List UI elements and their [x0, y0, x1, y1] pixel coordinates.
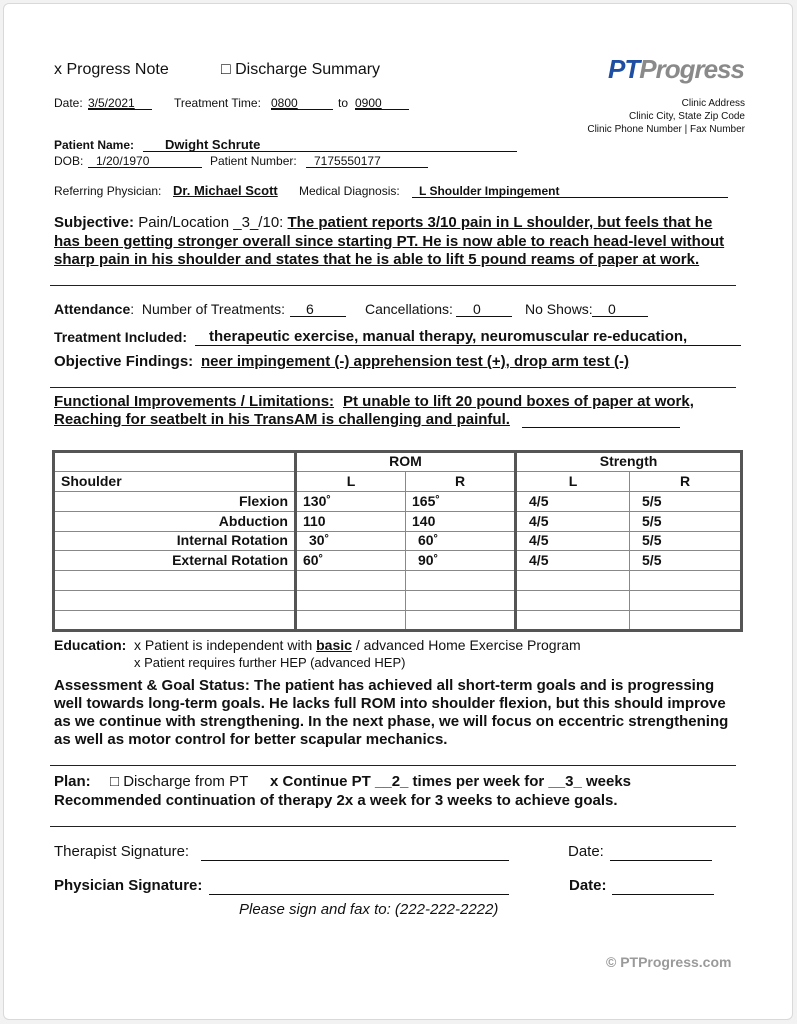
treatments-field[interactable]: 6 [306, 301, 314, 317]
medical-diagnosis-field[interactable]: L Shoulder Impingement [419, 184, 560, 198]
strength-l-cell[interactable]: 4/5 [516, 491, 630, 511]
copyright-footer: © PTProgress.com [606, 954, 732, 970]
rom-l-header: L [296, 471, 406, 491]
rom-r-header: R [406, 471, 516, 491]
therapist-signature-field[interactable] [201, 860, 509, 861]
therapist-date-field[interactable] [610, 860, 712, 861]
treatment-included-field[interactable]: therapeutic exercise, manual therapy, neuromuscular re-education, [209, 328, 688, 345]
progress-note-checkbox[interactable]: x Progress Note [54, 61, 169, 78]
rom-r-cell[interactable]: 90˚ [406, 551, 516, 571]
continue-pt: x Continue PT __2_ times per week for __3_ weeks [270, 773, 632, 790]
patient-number-field[interactable]: 7175550177 [314, 154, 381, 168]
strength-r-cell[interactable]: 5/5 [630, 551, 742, 571]
strength-r-header: R [630, 471, 742, 491]
date-field[interactable]: 3/5/2021 [88, 96, 135, 110]
treatments-label: Number of Treatments: [141, 301, 286, 317]
end-time-field[interactable]: 0900 [355, 96, 382, 110]
cancellations-label: Cancellations: [365, 301, 453, 317]
therapist-date-label: Date: [568, 843, 604, 860]
patient-number-label: Patient Number: [210, 154, 297, 168]
motion-name: Abduction [54, 511, 296, 531]
rom-header: ROM [296, 452, 516, 472]
dob-field[interactable]: 1/20/1970 [96, 154, 150, 168]
objective-findings-field[interactable]: neer impingement (-) apprehension test (+), drop arm test (-) [201, 353, 629, 370]
motion-name: Internal Rotation [54, 531, 296, 551]
strength-r-cell[interactable]: 5/5 [630, 511, 742, 531]
strength-l-cell[interactable]: 4/5 [516, 551, 630, 571]
rom-r-cell[interactable]: 60˚ [406, 531, 516, 551]
medical-diagnosis-label: Medical Diagnosis: [299, 184, 400, 198]
assessment-text: Assessment & Goal Status: The patient has achieved all short-term goals and is progressing well towards long-term goals. He lacks full ROM into shoulder flexion, but this should improve as we continue with strengthening. In the next phase, we will focus on eccentric strengthening as well as motor control for better scapular mechanics. [54, 677, 729, 748]
physician-signature-field[interactable] [209, 894, 509, 895]
discharge-summary-checkbox[interactable]: □ Discharge Summary [221, 61, 381, 78]
table-row [54, 551, 742, 571]
treatment-included-label: Treatment Included: [54, 329, 188, 345]
start-time-field[interactable]: 0800 [271, 96, 298, 110]
clinic-info [587, 97, 745, 136]
pain-score-field[interactable]: 3 [241, 214, 250, 231]
divider [50, 285, 736, 286]
rom-l-cell[interactable]: 30˚ [296, 531, 406, 551]
table-row [54, 531, 742, 551]
referring-physician-field[interactable]: Dr. Michael Scott [173, 183, 278, 198]
clinic-phone: Clinic Phone Number | Fax Number [587, 124, 745, 135]
motion-name: External Rotation [54, 551, 296, 571]
weeks-field[interactable]: 3 [565, 773, 574, 790]
plan-recommendation: Recommended continuation of therapy 2x a week for 3 weeks to achieve goals. [54, 792, 618, 809]
education-line-2: x Patient requires further HEP (advanced HEP) [134, 655, 406, 670]
physician-signature-label: Physician Signature: [54, 877, 203, 894]
table-row [54, 511, 742, 531]
date-label: Date: [54, 96, 83, 110]
noshows-field[interactable]: 0 [608, 301, 616, 317]
divider [50, 387, 736, 388]
subjective-line-3: sharp pain in his shoulder and states that he is able to lift 5 pound reams of paper at work. [54, 251, 700, 268]
strength-l-header: L [516, 471, 630, 491]
strength-l-cell[interactable]: 4/5 [516, 511, 630, 531]
ptprogress-logo: PTProgress [608, 54, 744, 84]
patient-name-label: Patient Name: [54, 138, 135, 152]
cancellations-field[interactable]: 0 [473, 301, 481, 317]
rom-r-cell[interactable]: 165˚ [406, 491, 516, 511]
rom-l-cell[interactable]: 60˚ [296, 551, 406, 571]
physician-date-field[interactable] [612, 894, 714, 895]
strength-r-cell[interactable]: 5/5 [630, 491, 742, 511]
fax-note: Please sign and fax to: (222-222-2222) [239, 901, 499, 918]
objective-findings-label: Objective Findings: [54, 353, 194, 370]
attendance-label: Attendance [54, 301, 131, 317]
table-row [54, 591, 742, 611]
attendance-row: Attendance: Number of Treatments: [54, 301, 286, 317]
plan-label: Plan: [54, 773, 91, 790]
subjective-line-2: has been getting stronger overall since starting PT. He is now able to reach head-level without [54, 233, 725, 250]
functional-line-1[interactable]: Pt unable to lift 20 pound boxes of paper at work, [343, 393, 694, 410]
times-per-week-field[interactable]: 2 [391, 773, 401, 790]
pain-location-suffix: _/10: [249, 214, 284, 231]
functional-line-2[interactable]: Reaching for seatbelt in his TransAM is challenging and painful. [54, 411, 510, 428]
education-label: Education: [54, 637, 127, 653]
dob-label: DOB: [54, 154, 84, 168]
pain-location-prefix: Pain/Location _ [138, 214, 242, 231]
subjective-section [54, 214, 712, 231]
rom-strength-table [52, 450, 743, 632]
subjective-line-1: The patient reports 3/10 pain in L shoulder, but feels that he [287, 214, 713, 231]
discharge-checkbox[interactable]: □ Discharge from PT [110, 773, 249, 790]
to-label: to [338, 96, 349, 110]
divider [50, 826, 736, 827]
therapist-signature-label: Therapist Signature: [54, 843, 190, 860]
table-row [54, 491, 742, 511]
strength-header: Strength [516, 452, 742, 472]
physician-date-label: Date: [569, 877, 607, 894]
subjective-label: Subjective: [54, 214, 135, 231]
rom-r-cell[interactable]: 140 [406, 511, 516, 531]
basic-option[interactable]: basic [316, 637, 352, 653]
table-row [54, 611, 742, 631]
education-line-1: x Patient is independent with basic / advanced Home Exercise Program [134, 637, 581, 653]
clinic-address: Clinic Address [681, 98, 745, 109]
shoulder-header: Shoulder [54, 471, 296, 491]
strength-l-cell[interactable]: 4/5 [516, 531, 630, 551]
strength-r-cell[interactable]: 5/5 [630, 531, 742, 551]
noshows-label: No Shows: [525, 301, 593, 317]
motion-name: Flexion [54, 491, 296, 511]
patient-name-field[interactable]: Dwight Schrute [165, 137, 261, 152]
referring-physician-label: Referring Physician: [54, 184, 162, 198]
clinic-city: Clinic City, State Zip Code [629, 111, 745, 122]
rom-l-cell[interactable]: 110 [296, 511, 406, 531]
rom-l-cell[interactable]: 130˚ [296, 491, 406, 511]
functional-label: Functional Improvements / Limitations: [54, 393, 335, 410]
treatment-time-label: Treatment Time: [174, 96, 261, 110]
divider [50, 765, 736, 766]
table-row [54, 571, 742, 591]
